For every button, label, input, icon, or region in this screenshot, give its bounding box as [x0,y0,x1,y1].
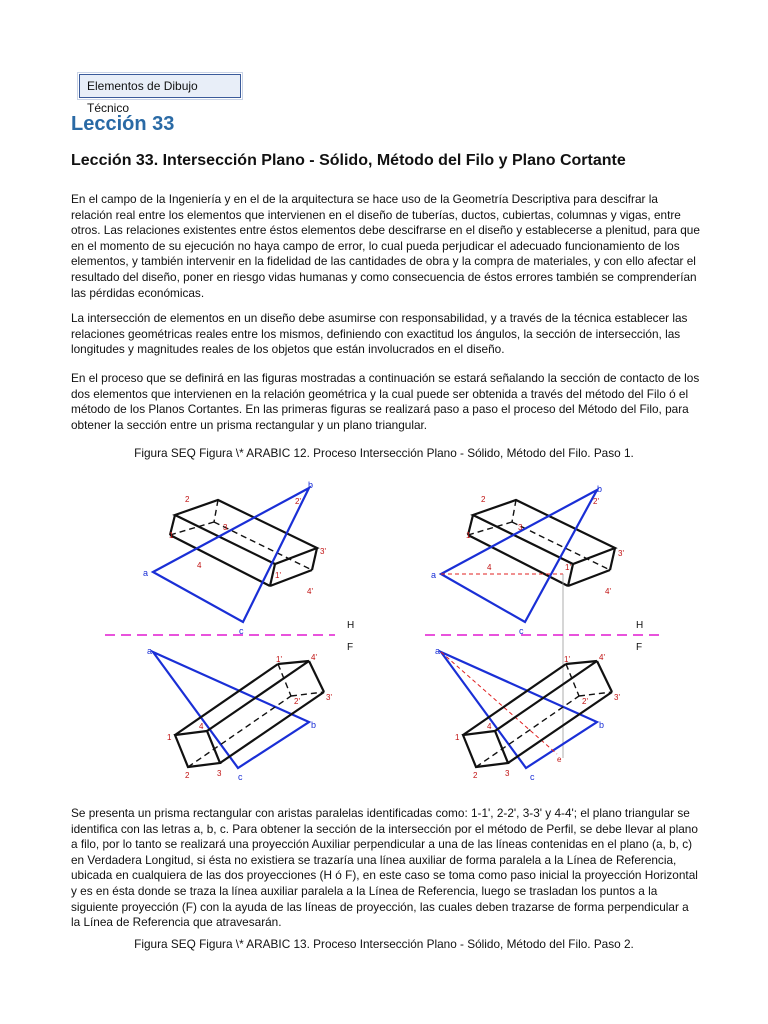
label-c-br: c [530,772,535,782]
label-2p-tr: 2' [593,497,599,506]
lesson-heading: Lección 33 [71,113,175,135]
label-2-br: 2 [473,771,478,780]
breadcrumb[interactable]: Elementos de Dibujo Técnico [79,74,241,98]
label-4p-tr: 4' [605,587,611,596]
intersection-figure [95,478,675,788]
label-2-bl: 2 [185,771,190,780]
label-4p-tl: 4' [307,587,313,596]
paragraph-intro: En el campo de la Ingeniería y en el de la arquitectura se hace uso de la Geometría Descriptiva para descifrar la relación real entre los elementos que intervienen en el diseño de tuberías, ductos, cubiertas, columnas y vigas, entre otros. Las relaciones existentes entre éstos elementos debe descifrarse en el diseño y establecerse a plenitud, para que en el momento de su ejecución no haya campo de error, lo cual pueda perjudicar el adecuado funcionamiento de los elementos, y también intervenir en la fidelidad de las cantidades de obra y la compra de materiales, y con ello afectar el resultado del diseño, poner en riesgo vidas humanas y como consecuencia de éstos errores también se comprenderían las pérdidas económicas. [71,192,700,300]
label-3p-bl: 3' [326,693,332,702]
label-b-tr: b [597,484,603,494]
ref-label-h-left: H [347,620,355,631]
ref-label-f-left: F [347,642,354,653]
bottom-right-view [441,652,612,768]
label-a-bl: a [147,646,153,656]
label-3p-tl: 3' [320,547,326,556]
figure-caption-12: Figura SEQ Figura \* ARABIC 12. Proceso Intersección Plano - Sólido, Método del Filo. Paso 1. [134,446,634,460]
label-3p-br: 3' [614,693,620,702]
label-b-tl: b [308,480,314,490]
ref-label-h-right: H [636,620,644,631]
label-3-tr: 3 [518,523,523,532]
label-c-tl: c [239,626,244,636]
label-4-bl: 4 [199,722,204,731]
label-4-br: 4 [487,722,492,731]
label-3-br: 3 [505,769,510,778]
label-4-tr: 4 [487,563,492,572]
label-1p-tr: 1' [565,563,571,572]
paragraph-process: En el proceso que se definirá en las figuras mostradas a continuación se estará señalando la sección de contacto de los dos elementos que intervienen en la relación geométrica y la cual puede ser obtenida a través del método del Filo ó el método de los Planos Cortantes. En las primeras figuras se realizará paso a paso el proceso del Método del Filo, para obtener la sección entre un prisma rectangular y un plano triangular. [71,371,700,432]
label-4p-bl: 4' [311,653,317,662]
label-2-tl: 2 [185,495,190,504]
ref-label-f-right: F [636,642,643,653]
label-1-br: 1 [455,733,460,742]
label-e-br: e [557,755,562,764]
label-1p-br: 1' [564,655,570,664]
label-1-tr: 1 [466,531,471,540]
label-a-tl: a [143,568,149,578]
figure-caption-13: Figura SEQ Figura \* ARABIC 13. Proceso Intersección Plano - Sólido, Método del Filo. Paso 2. [134,937,634,951]
label-a-tr: a [431,570,437,580]
label-c-tr: c [519,626,524,636]
top-left-view [153,488,317,622]
label-2-tr: 2 [481,495,486,504]
label-3-bl: 3 [217,769,222,778]
label-2p-tl: 2' [295,497,301,506]
label-1-tl: 1 [169,531,174,540]
label-3p-tr: 3' [618,549,624,558]
label-4p-br: 4' [599,653,605,662]
page-title: Lección 33. Intersección Plano - Sólido, Método del Filo y Plano Cortante [71,152,626,169]
paragraph-figure-description: Se presenta un prisma rectangular con aristas paralelas identificadas como: 1-1', 2-2', 3-3' y 4-4'; el plano triangular se identifica con las letras a, b, c. Para obtener la sección de la intersección por el método de Perfil, se debe llevar al plano a filo, por lo tanto se realizará una proyección Auxiliar perpendicular a una de las líneas contenidas en el plano (a, b, c) en Verdadera Longitud, si ésta no existiera se trazaría una línea auxiliar de forma paralela a la Línea de Referencia, ubicada en cualquiera de las dos proyecciones (H ó F), en este caso se toma como paso inicial la proyección Horizontal y es en ésta donde se traza la línea auxiliar paralela a la Línea de Referencia, luego se trasladan los puntos a la siguiente proyección (F) con la ayuda de las líneas de proyección, las cuales deben trazarse de forma perpendicular a la Línea de Referencia que atravesarán. [71,806,698,930]
label-2p-br: 2' [582,697,588,706]
label-3-tl: 3 [223,523,228,532]
paragraph-intersection: La intersección de elementos en un diseño debe asumirse con responsabilidad, y a través de la técnica establecer las relaciones geométricas reales entre los mismos, definiendo con exactitud los ángulos, la sección de intersección, las longitudes y magnitudes reales de los objetos que están involucrados en el diseño. [71,311,688,357]
label-1-bl: 1 [167,733,172,742]
label-1p-bl: 1' [276,655,282,664]
bottom-left-view [153,652,324,768]
label-4-tl: 4 [197,561,202,570]
label-a-br: a [435,646,441,656]
label-1p-tl: 1' [275,571,281,580]
label-c-bl: c [238,772,243,782]
label-b-br: b [599,720,605,730]
label-b-bl: b [311,720,317,730]
label-2p-bl: 2' [294,697,300,706]
